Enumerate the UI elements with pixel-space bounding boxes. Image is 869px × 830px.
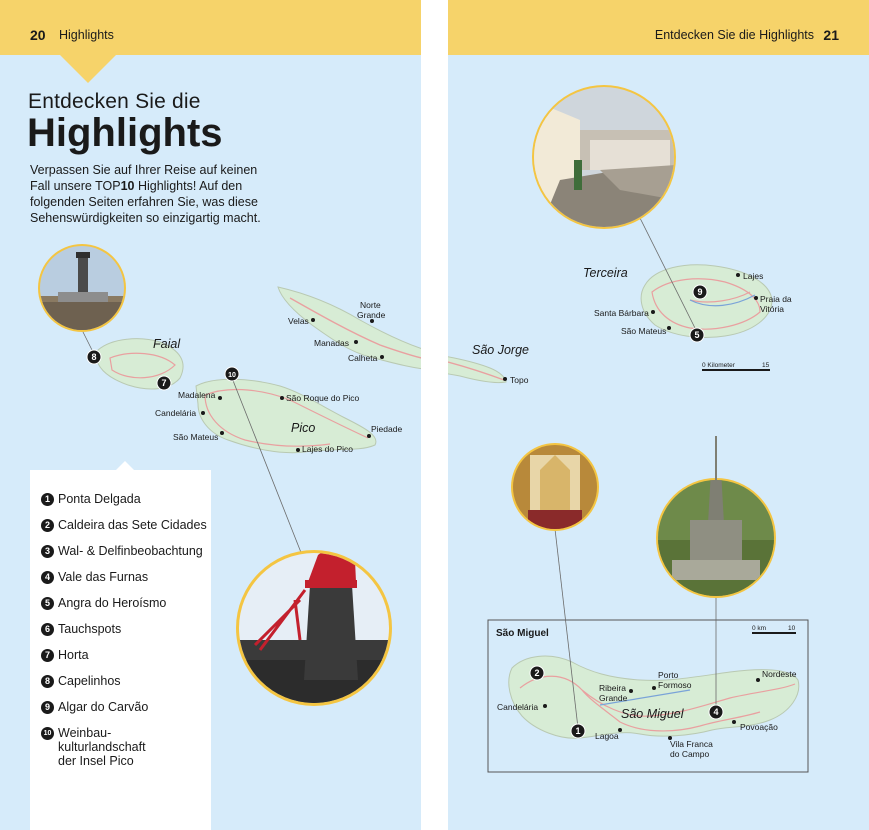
label-sao-mateus-terceira: São Mateus xyxy=(621,326,667,336)
list-item-label: Algar do Carvão xyxy=(58,700,149,714)
island-labels xyxy=(153,266,685,721)
svg-text:5: 5 xyxy=(694,330,700,340)
windmill-photo xyxy=(236,540,392,706)
list-item xyxy=(41,492,211,506)
page-title: Highlights xyxy=(27,111,223,155)
svg-text:2: 2 xyxy=(534,668,540,678)
label-velas: Velas xyxy=(288,316,309,326)
list-item xyxy=(41,570,211,584)
list-item xyxy=(41,726,211,768)
marker-8 xyxy=(87,350,101,364)
label-ribeira-grande-1: Ribeira xyxy=(599,683,626,693)
label-madalena: Madalena xyxy=(178,390,216,400)
list-item xyxy=(41,648,211,662)
number-badge: 1 xyxy=(41,493,54,506)
church-interior-photo xyxy=(511,443,599,531)
scale-sm-unit: 0 km xyxy=(752,625,767,632)
list-item xyxy=(41,622,211,636)
lighthouse-photo xyxy=(38,244,126,332)
section-name-right: Entdecken Sie die Highlights xyxy=(654,28,814,42)
marker-2 xyxy=(530,666,544,680)
list-item-label: Caldeira das Sete Cidades xyxy=(58,518,207,532)
intro-text-bold: 10 xyxy=(120,179,135,193)
label-lagoa: Lagoa xyxy=(595,731,619,741)
marker-5 xyxy=(690,328,704,342)
marker-10 xyxy=(225,367,239,381)
marker-7 xyxy=(157,376,171,390)
list-item xyxy=(41,544,211,558)
label-terceira: Terceira xyxy=(583,266,628,280)
label-lajes-do-pico: Lajes do Pico xyxy=(302,444,354,454)
stone-tower-photo xyxy=(656,470,776,600)
list-item-label: Weinbau-kulturlandschaft der Insel Pico xyxy=(58,726,146,768)
page-number-right: 21 xyxy=(823,27,839,43)
label-piedade: Piedade xyxy=(371,424,403,434)
label-povoacao: Povoação xyxy=(740,722,778,732)
number-badge: 8 xyxy=(41,675,54,688)
label-lajes: Lajes xyxy=(743,271,764,281)
label-porto-formoso-2: Formoso xyxy=(658,680,692,690)
label-porto-formoso-1: Porto xyxy=(658,670,679,680)
marker-1 xyxy=(571,724,585,738)
highlights-list xyxy=(41,492,211,780)
number-badge: 10 xyxy=(41,727,54,740)
label-sao-jorge: São Jorge xyxy=(472,343,529,357)
list-item-label: Horta xyxy=(58,648,89,662)
intro-text-part-1: Verpassen Sie auf Ihrer Reise auf keinen Fall unsere TOP xyxy=(30,163,258,193)
label-vila-franca-2: do Campo xyxy=(670,749,710,759)
list-item-label: Angra do Heroísmo xyxy=(58,596,167,610)
list-item-label: Ponta Delgada xyxy=(58,492,141,506)
marker-4 xyxy=(709,705,723,719)
section-name-left: Highlights xyxy=(59,28,114,42)
list-item-label: Vale das Furnas xyxy=(58,570,149,584)
label-calheta: Calheta xyxy=(348,353,378,363)
list-item xyxy=(41,700,211,714)
label-norte-grande-2: Grande xyxy=(357,310,386,320)
street-photo xyxy=(532,85,676,229)
scale-terceira-unit: 0 Kilometer xyxy=(702,362,735,369)
number-badge: 4 xyxy=(41,571,54,584)
label-sao-miguel: São Miguel xyxy=(621,707,684,721)
list-item xyxy=(41,674,211,688)
svg-text:8: 8 xyxy=(91,352,97,362)
label-candelaria-sm: Candelária xyxy=(497,702,539,712)
label-norte-grande-1: Norte xyxy=(360,300,381,310)
page-number-left: 20 xyxy=(30,27,46,43)
marker-9 xyxy=(693,285,707,299)
list-item-label: Capelinhos xyxy=(58,674,121,688)
scale-sm-value: 10 xyxy=(788,625,796,632)
intro-text-part-2: Highlights! Auf den folgenden Seiten erfahren Sie, was diese Sehenswürdigkeiten so einzigartig macht. xyxy=(30,179,261,225)
label-manadas: Manadas xyxy=(314,338,349,348)
list-item xyxy=(41,518,211,532)
label-vila-franca-1: Vila Franca xyxy=(670,739,713,749)
label-santa-barbara: Santa Bárbara xyxy=(594,308,649,318)
label-faial: Faial xyxy=(153,337,181,351)
number-badge: 5 xyxy=(41,597,54,610)
label-praia-2: Vitória xyxy=(760,304,784,314)
label-ribeira-grande-2: Grande xyxy=(599,693,628,703)
svg-text:1: 1 xyxy=(575,726,581,736)
label-sao-roque: São Roque do Pico xyxy=(286,393,360,403)
number-badge: 6 xyxy=(41,623,54,636)
label-sao-mateus-pico: São Mateus xyxy=(173,432,219,442)
label-nordeste: Nordeste xyxy=(762,669,797,679)
list-item xyxy=(41,596,211,610)
title-light: Entdecken Sie die xyxy=(28,90,201,113)
label-pico: Pico xyxy=(291,421,316,435)
scale-terceira-value: 15 xyxy=(762,362,770,369)
number-badge: 3 xyxy=(41,545,54,558)
svg-text:9: 9 xyxy=(697,287,703,297)
label-praia-1: Praia da xyxy=(760,294,792,304)
label-topo: Topo xyxy=(510,375,529,385)
scale-bar-terceira xyxy=(702,362,770,371)
svg-text:7: 7 xyxy=(161,378,167,388)
list-item-label: Tauchspots xyxy=(58,622,122,636)
svg-text:10: 10 xyxy=(228,372,236,379)
inset-title: São Miguel xyxy=(496,628,549,639)
scale-bar-sao-miguel xyxy=(752,625,796,634)
number-badge: 9 xyxy=(41,701,54,714)
list-item-label: Wal- & Delfinbeobachtung xyxy=(58,544,203,558)
svg-text:4: 4 xyxy=(713,707,719,717)
label-candelaria-pico: Candelária xyxy=(155,408,197,418)
number-badge: 2 xyxy=(41,519,54,532)
number-badge: 7 xyxy=(41,649,54,662)
list-box-pointer xyxy=(115,461,135,471)
